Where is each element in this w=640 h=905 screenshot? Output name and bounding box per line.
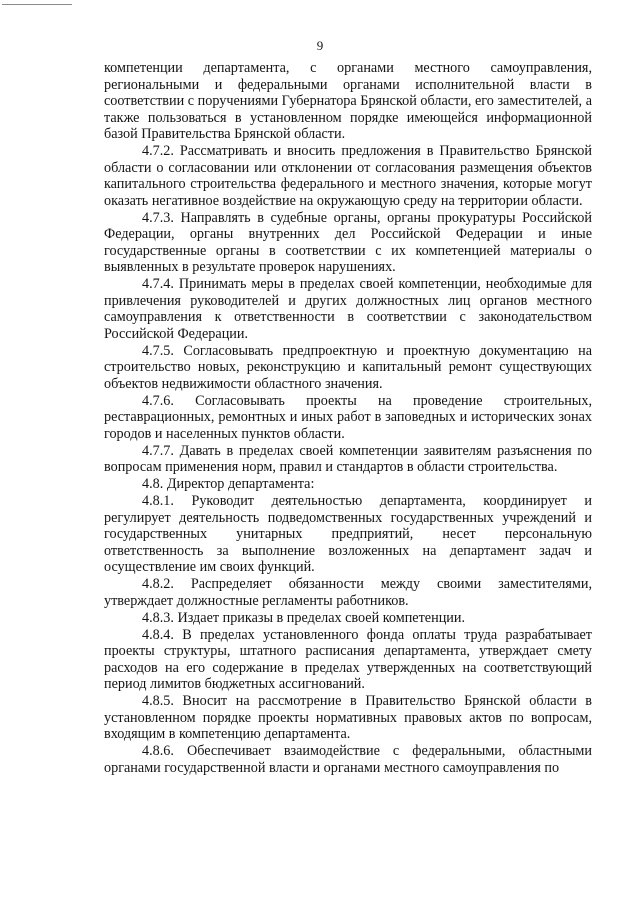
paragraph-4-7-2: 4.7.2. Рассматривать и вносить предложения в Правительство Брянской области о согласовании или отклонении от согласования размещения объектов капитального строительства федерального и местного значения, которые могут оказать негативное воздействие на окружающую среду на территории области. <box>104 143 592 209</box>
paragraph-4-7-5: 4.7.5. Согласовывать предпроектную и проектную документацию на строительство новых, реконструкцию и капитальный ремонт существующих объектов недвижимости областного значения. <box>104 342 592 392</box>
page-number: 9 <box>316 38 324 53</box>
paragraph-4-8-4: 4.8.4. В пределах установленного фонда оплаты труда разрабатывает проекты структуры, штатного расписания департамента, утверждает смету расходов на его содержание в пределах утвержденных на соответствующий период лимитов бюджетных ассигнований. <box>104 626 592 692</box>
paragraph-continuation: компетенции департамента, с органами местного самоуправления, региональными и федеральными органами исполнительной власти в соответствии с поручениями Губернатора Брянской области, его заместителей, а также пользоваться в установленном порядке имеющейся информационной базой Правительства Брянской области. <box>104 60 592 142</box>
paragraph-4-7-4: 4.7.4. Принимать меры в пределах своей компетенции, необходимые для привлечения руководителей и других должностных лиц органов местного самоуправления к ответственности в соответствии с законодательством Российской Федерации. <box>104 276 592 342</box>
paragraph-4-8: 4.8. Директор департамента: <box>142 476 315 492</box>
scan-corner-line <box>2 4 72 5</box>
paragraph-4-8-2: 4.8.2. Распределяет обязанности между своими заместителями, утверждает должностные регламенты работников. <box>104 576 592 609</box>
paragraph-4-7-7: 4.7.7. Давать в пределах своей компетенции заявителям разъяснения по вопросам применения норм, правил и стандартов в области строительства. <box>104 442 592 475</box>
paragraph-4-7-6: 4.7.6. Согласовывать проекты на проведение строительных, реставрационных, ремонтных и иных работ в заповедных и исторических зонах городов и населенных пунктов области. <box>104 392 592 442</box>
paragraph-4-8-6: 4.8.6. Обеспечивает взаимодействие с федеральными, областными органами государственной власти и органами местного самоуправления по <box>104 743 592 776</box>
paragraph-4-7-3: 4.7.3. Направлять в судебные органы, органы прокуратуры Российской Федерации, органы внутренних дел Российской Федерации и иные государственные органы в соответствии с их компетенцией материалы о выявленных в результате проверок нарушениях. <box>104 209 592 275</box>
paragraph-4-8-5: 4.8.5. Вносит на рассмотрение в Правительство Брянской области в установленном порядке проекты нормативных правовых актов по вопросам, входящим в компетенцию департамента. <box>104 693 592 742</box>
paragraph-4-8-1: 4.8.1. Руководит деятельностью департамента, координирует и регулирует деятельность подведомственных государственных учреждений и государственных унитарных предприятий, несет персональную ответственность за выполнение возложенных на департамент задач и осуществление им своих функций. <box>104 493 592 575</box>
document-body <box>104 60 592 777</box>
paragraph-4-8-3: 4.8.3. Издает приказы в пределах своей компетенции. <box>142 609 466 626</box>
